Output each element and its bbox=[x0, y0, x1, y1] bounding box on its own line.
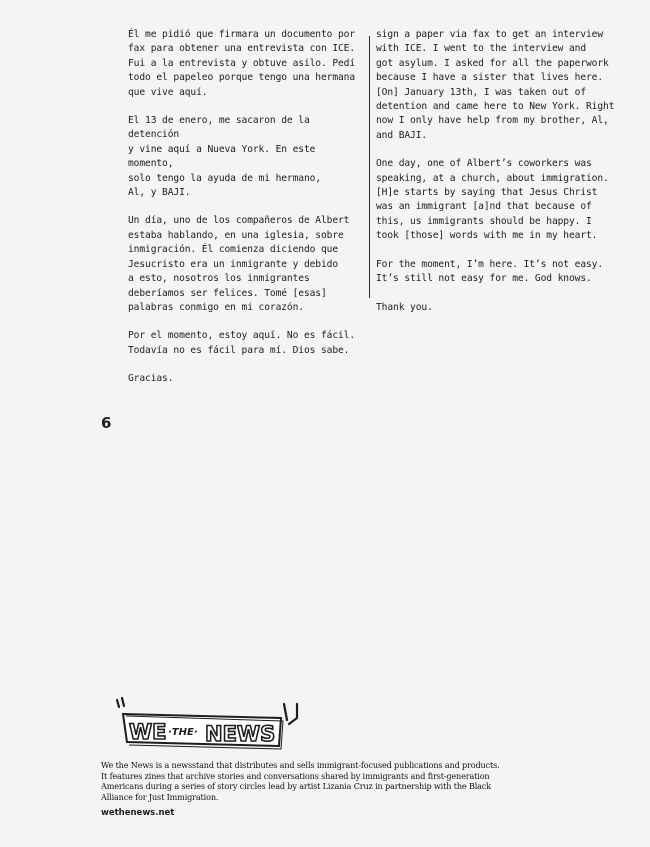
column-divider bbox=[369, 36, 370, 298]
spanish-paragraph: Por el momento, estoy aquí. No es fácil. Todavía no es fácil para mí. Dios sabe. bbox=[128, 330, 356, 356]
english-paragraph: One day, one of Albert’s coworkers was speaking, at a church, about immigration. [H]e starts by saying that Jesus Christ was an immigrant [a]nd that because of this, us immigrants should be happy. I took [those] words with me in my heart. bbox=[376, 158, 609, 242]
logo-the: ·THE· bbox=[168, 727, 198, 738]
footer bbox=[101, 688, 501, 818]
footer-description: We the News is a newsstand that distributes and sells immigrant-focused publications and products. It features zines that archive stories and conversations shared by immigrants and first-generation Americans during a series of story circles lead by artist Lizania Cruz in partnership with the Black Alliance for Just Immigration. bbox=[101, 760, 500, 802]
english-paragraph: sign a paper via fax to get an interview with ICE. I went to the interview and got asylum. I asked for all the paperwork because I have a sister that lives here. [On] January 13th, I was taken out of detention and came here to New York. Right now I only have help from my brother, Al, and BAJI. bbox=[376, 29, 615, 141]
english-column bbox=[376, 28, 618, 329]
spanish-paragraph: El 13 de enero, me sacaron de la detención y vine aquí a Nueva York. En este momento, solo tengo la ayuda de mi hermano, Al, y BAJI. bbox=[128, 115, 321, 199]
english-paragraph: For the moment, I’m here. It’s not easy. It’s still not easy for me. God knows. bbox=[376, 258, 604, 285]
spanish-column bbox=[128, 28, 364, 401]
we-the-news-logo bbox=[101, 688, 311, 756]
spanish-paragraph: Un día, uno de los compañeros de Albert estaba hablando, en una iglesia, sobre inmigración. Él comienza diciendo que Jesucristo era un inmigrante y debido a esto, nosotros los inmigrantes deberíamos ser felices. Tomé [esas] palabras conmigo en mi corazón. bbox=[128, 215, 350, 313]
spanish-paragraph: Él me pidió que firmara un documento por fax para obtener una entrevista con ICE. Fui a la entrevista y obtuve asilo. Pedí todo el papeleo porque tengo una hermana que vive aquí. bbox=[128, 29, 356, 98]
english-closing: Thank you. bbox=[376, 301, 433, 313]
footer-website-link[interactable]: wethenews.net bbox=[101, 808, 175, 819]
spanish-closing: Gracias. bbox=[128, 373, 174, 385]
page-number: 6 bbox=[101, 414, 112, 432]
logo-we: WE bbox=[129, 720, 167, 744]
logo-news: NEWS bbox=[205, 722, 276, 746]
